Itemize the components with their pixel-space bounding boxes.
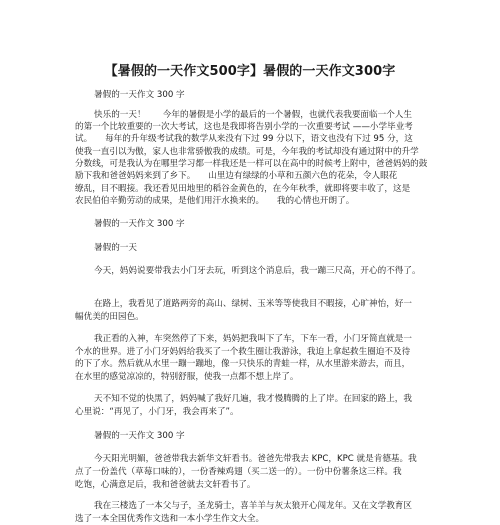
essay3-p1-line-2: 点了一份盖代（草莓口味的），一份香辣鸡翅（买二送一的）。一份中份薯条这三样。我 <box>75 467 402 477</box>
essay2-p2-line-2: 幅优美的田园色。 <box>75 312 144 322</box>
essay3-p2-line-1: 我在三楼选了一本父与子，圣龙骑士，喜羊羊与灰太狼开心闯龙年。又在文学教育区 <box>94 501 412 511</box>
essay1-line-8: 农民伯伯辛勤劳动的成果，是他们用汗水换来的。 我的心情也开朗了。 <box>75 196 355 206</box>
essay1-line-6: 励下我和爸爸妈妈来到了乡下。 山里边有绿绿的小草和五颜六色的花朵，令人眼花 <box>75 171 398 181</box>
essay2-paragraph-1: 今天，妈妈说要带我去小门牙去玩，听到这个消息后，我一蹦三尺高，开心的不得了。 <box>94 266 421 276</box>
essay1-line-3: 试。 每年的升年级考试我的数学从来没有下过 99 分以下，语文也没有下过 95 分，这 <box>75 134 413 144</box>
essay1-line-7: 缭乱，目不暇接。我还看见田地里的稻谷金黄色的，在今年秋季，就即将要丰收了，这是 <box>75 184 411 194</box>
essay3-p2-line-2: 选了一本全国优秀作文选和一本小学生作文大全。 <box>75 514 265 524</box>
essay2-p3-line-1: 我正看的入神，车突然停了下来，妈妈把我叫下了车，下车一看，小门牙简直就是一 <box>94 334 412 344</box>
subtitle: 暑假的一天 <box>94 243 137 253</box>
subtitle: 暑假的一天作文 300 字 <box>94 219 185 229</box>
document-title: 【暑假的一天作文500字】暑假的一天作文300字 <box>104 64 396 79</box>
essay3-p1-line-3: 吃饱，心满意足后，我和爸爸就去文轩看书了。 <box>75 480 256 490</box>
essay2-p3-line-4: 在水里的感觉凉凉的，特别舒服，使我一点都不想上岸了。 <box>75 372 299 382</box>
essay2-p2-line-1: 在路上，我看见了道路两旁的高山、绿树、玉米等等使我目不暇接，心旷神怡，好一 <box>94 299 412 309</box>
essay2-p3-line-3: 的下了水。然后就从水里一蹦一蹦地，像一只快乐的青蛙一样，从水里游来游去，而且， <box>75 359 411 369</box>
essay3-p1-line-1: 今天阳光明媚，爸爸带我去新华文轩看书。爸爸先带我去 KPC，KPC 就是肯德基。我 <box>94 454 417 464</box>
essay2-p4-line-2: 心里说：“再见了，小门牙，我会再来了”。 <box>75 407 239 417</box>
essay1-line-5: 分数线，可是我认为在哪里学习都一样我还是一样可以在高中的时候考上附中，爸爸妈妈的鼓 <box>75 159 428 169</box>
essay2-p4-line-1: 天不知不觉的快黑了，妈妈喊了我好几遍，我才慢腾腾的上了岸。在回家的路上，我 <box>94 394 412 404</box>
essay1-line-1: 快乐的一天！ 今年的暑假是小学的最后的一个暑假，也就代表我要面临一个人生 <box>94 110 412 120</box>
essay1-line-4: 使我一直引以为傲，家人也非常骄傲我的成绩。可是，今年我的考试却没有通过附中的升学 <box>75 147 419 157</box>
essay1-line-2: 的第一个比较重要的一次大考试，这也是我即将告别小学的一次重要考试 ——小学毕业考 <box>75 122 413 132</box>
subtitle: 暑假的一天作文 300 字 <box>94 431 185 441</box>
essay2-p3-line-2: 个水的世界。进了小门牙妈妈给我买了一个救生圈让我游泳，我迫上拿起救生圈迫不及待 <box>75 347 411 357</box>
subtitle: 暑假的一天作文 300 字 <box>94 90 185 100</box>
